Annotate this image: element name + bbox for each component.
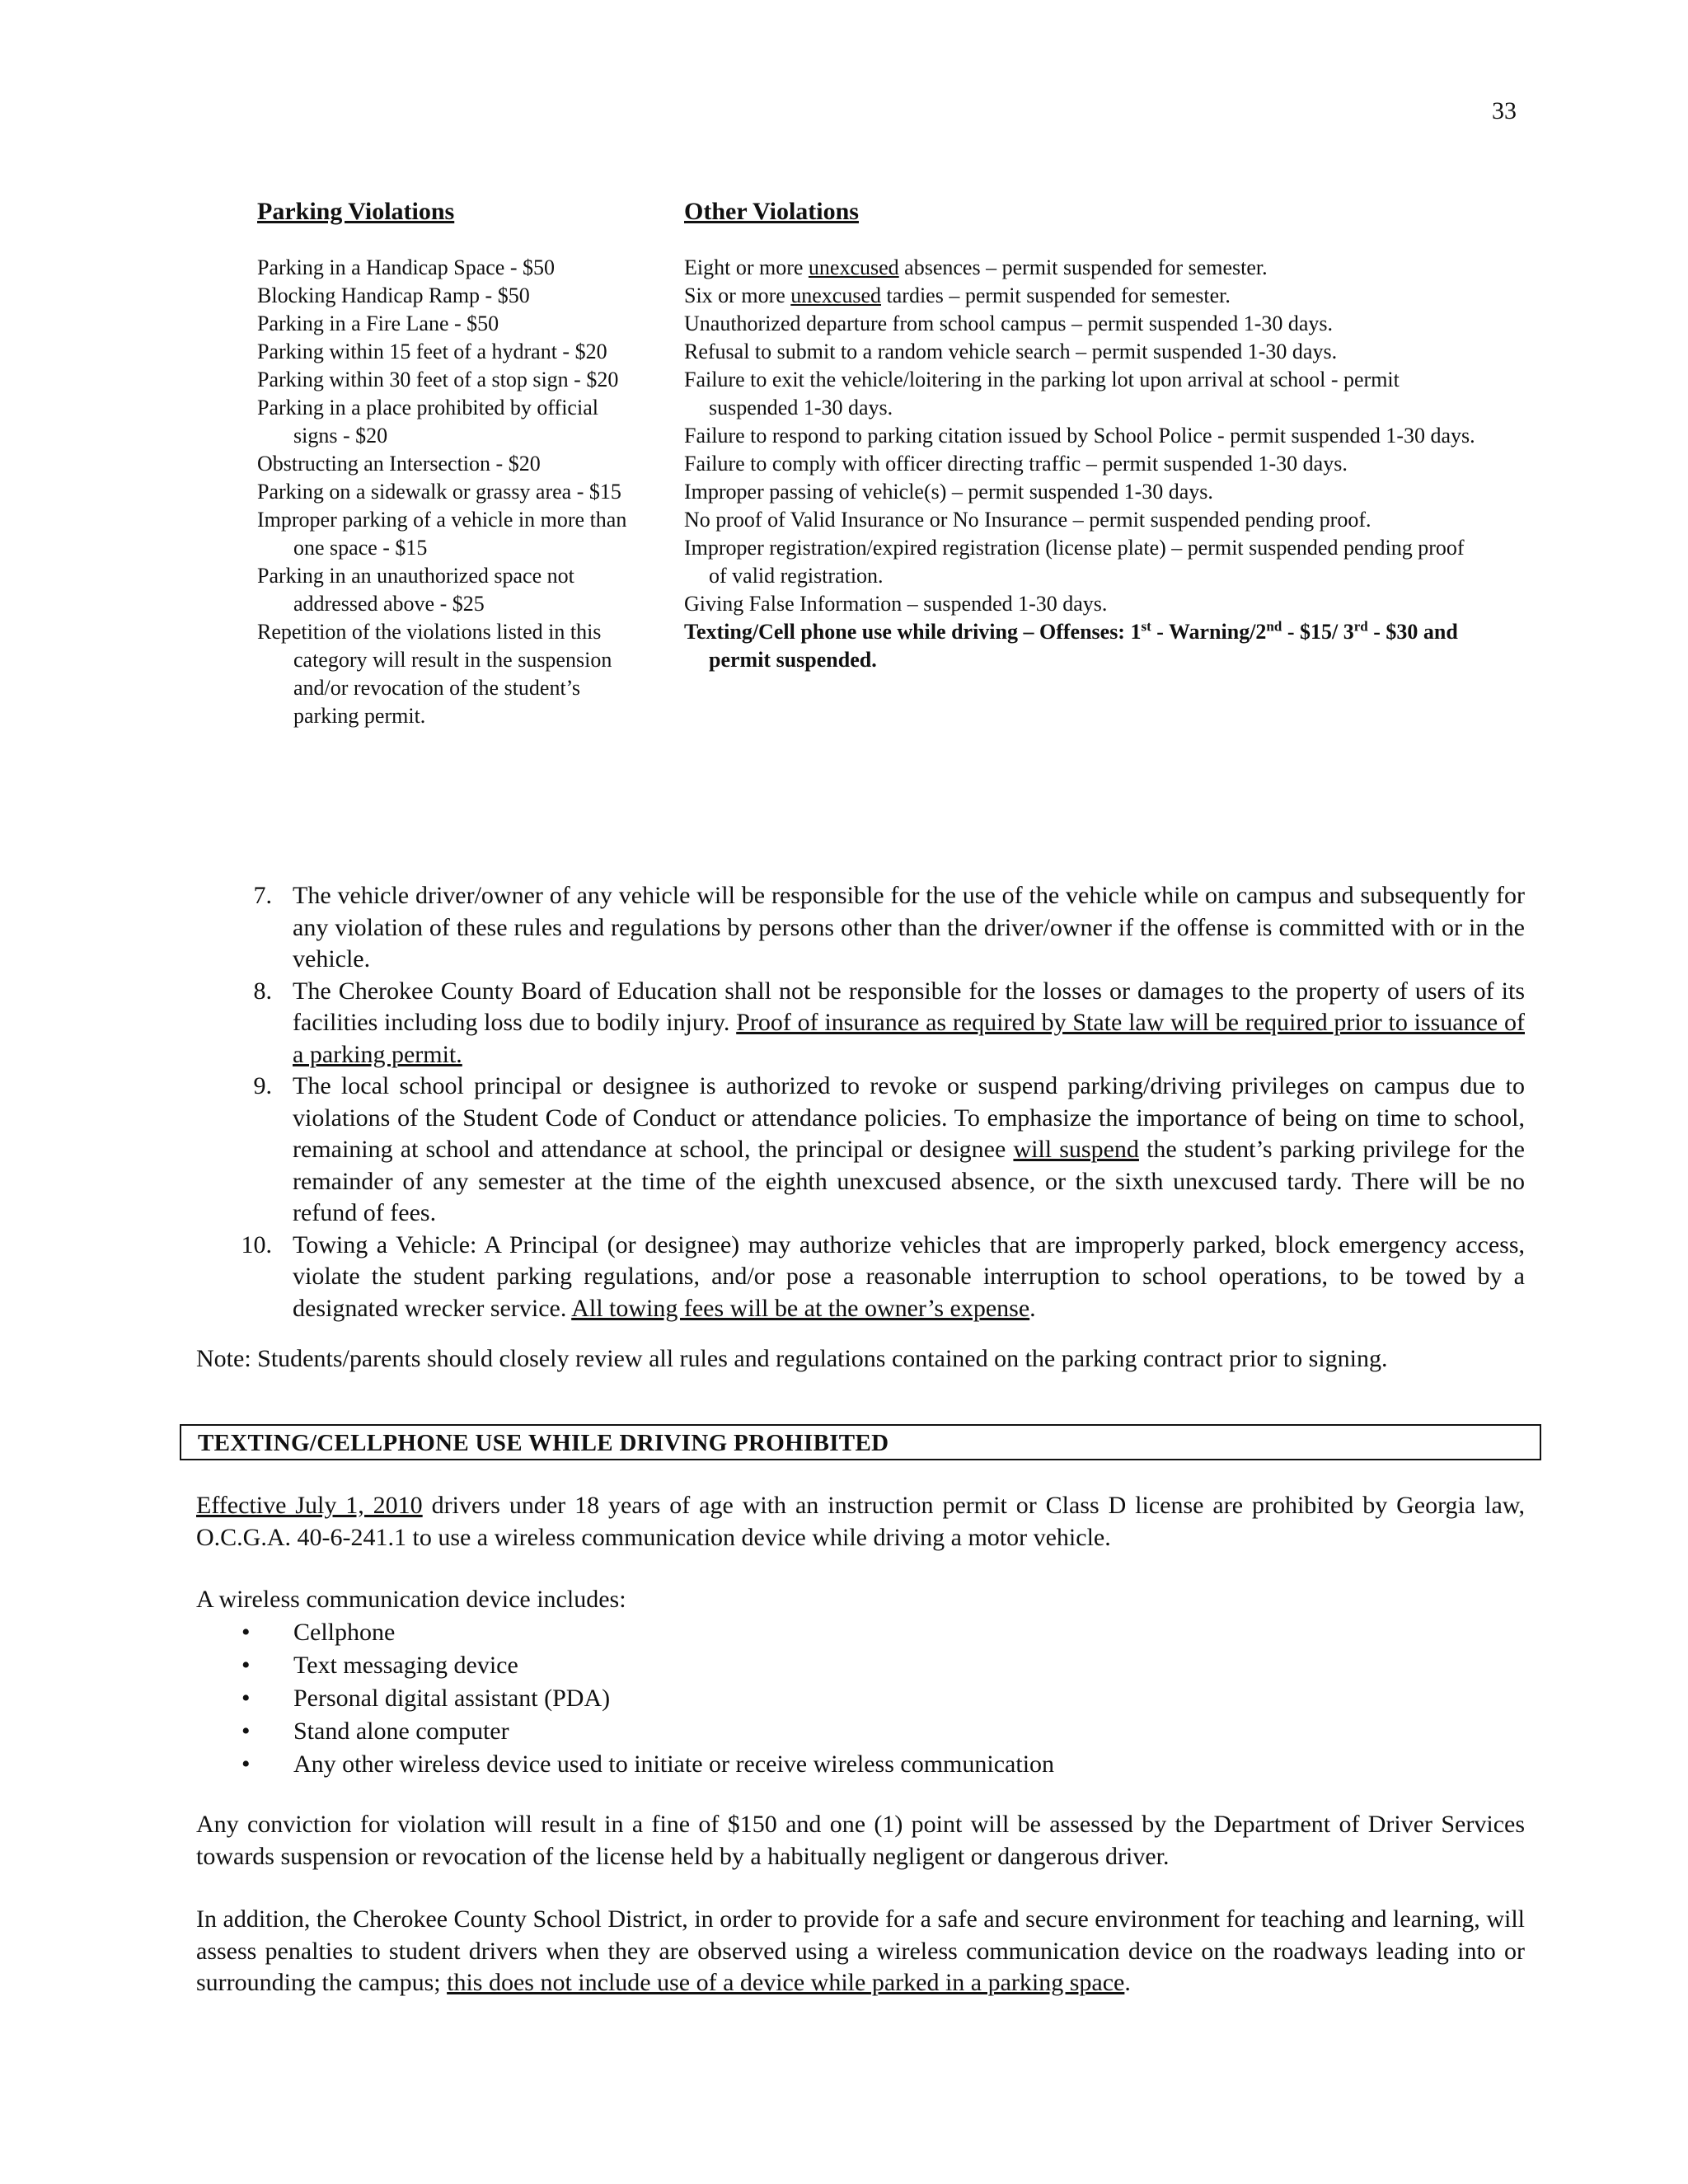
devices-list [196,1616,1350,1781]
parking-violations-list [257,254,645,730]
list-item: • Any other wireless device used to initiate or receive wireless communication [196,1748,1350,1781]
list-item: Giving False Information – suspended 1-30 days. [684,592,1108,616]
parking-violations-heading: Parking Violations [257,198,455,225]
page-number: 33 [1492,97,1517,124]
list-item: Unauthorized departure from school campus – permit suspended 1-30 days. [684,312,1334,335]
list-item: Eight or more unexcused absences – permit suspended for semester. [684,255,1268,279]
list-item: Parking in a Fire Lane - $50 [257,312,499,335]
other-violations-heading: Other Violations [684,198,859,225]
list-item: Improper passing of vehicle(s) – permit suspended 1-30 days. [684,480,1213,504]
list-item: • Text messaging device [196,1649,1350,1682]
bullet-icon: • [241,1652,251,1679]
conviction-paragraph: Any conviction for violation will result in a fine of $150 and one (1) point will be assessed by the Department of Driver Services towards suspension or revocation of the license held by a habitually negligent or dangerous driver. [196,1811,1525,1870]
list-item: Repetition of the violations listed in this category will result in the suspension and/or revocation of the student’s parking permit. [257,620,612,728]
list-item: Failure to exit the vehicle/loitering in the parking lot upon arrival at school - permit suspended 1-30 days. [684,368,1400,419]
rule-underlined-text: All towing fees will be at the owner’s expense [571,1294,1030,1322]
parking-violations-column [257,198,645,730]
texting-offenses-item: Texting/Cell phone use while driving – Offenses: 1st - Warning/2nd - $15/ 3rd - $30 and permit suspended. [684,618,1458,672]
bullet-icon: • [241,1685,251,1712]
bullet-icon: • [241,1619,251,1646]
rule-number: 7. [253,882,272,909]
rule-text: The local school principal or designee is authorized to revoke or suspend parking/driving privileges on campus due to violations of the Student Code of Conduct or attendance policies. To emphasize the importance of being on time to school, remaining at school and attendance at school, the principal or designee [293,1072,1525,1163]
list-item: Improper parking of a vehicle in more than one space - $15 [257,508,627,560]
list-item: Obstructing an Intersection - $20 [257,452,541,476]
list-item: Refusal to submit to a random vehicle search – permit suspended 1-30 days. [684,340,1338,363]
list-item: Parking in an unauthorized space not addressed above - $25 [257,564,574,616]
list-item: • Personal digital assistant (PDA) [196,1682,1350,1715]
note-text: Note: Students/parents should closely review all rules and regulations contained on the parking contract prior to signing. [196,1345,1388,1372]
rule-item-9 [229,1071,1525,1230]
devices-intro: A wireless communication device includes: [196,1586,626,1613]
section-title: TEXTING/CELLPHONE USE WHILE DRIVING PROHIBITED [198,1430,889,1456]
list-item: Parking within 30 feet of a stop sign - $20 [257,368,619,391]
rule-underlined-text: Proof of insurance as required by State law will be required prior to issuance of a parking permit. [293,1009,1525,1068]
rule-text: The Cherokee County Board of Education shall not be responsible for the losses or damages to the property of users of its facilities including loss due to bodily injury. [293,977,1525,1036]
rule-underlined-text: will suspend [1013,1136,1139,1163]
rule-text: Towing a Vehicle: A Principal (or designee) may authorize vehicles that are improperly parked, block emergency access, violate the student parking regulations, and/or pose a reasonable interruption to school operations, to be towed by a designated wrecker service. [293,1230,1525,1322]
section-header-box [180,1424,1541,1460]
list-item: Parking within 15 feet of a hydrant - $20 [257,340,607,363]
rule-item-8 [229,976,1525,1071]
rule-number: 10. [241,1230,272,1258]
list-item: Blocking Handicap Ramp - $50 [257,284,530,307]
bullet-icon: • [241,1718,251,1745]
rule-item-7 [229,880,1525,976]
list-item: Parking in a Handicap Space - $50 [257,255,556,279]
rule-text: the student’s parking privilege for the remainder of any semester at the time of the eighth unexcused absence, or the sixth unexcused tardy. There will be no refund of fees. [293,1136,1525,1226]
list-item: Parking in a place prohibited by official signs - $20 [257,396,598,448]
list-item: Failure to comply with officer directing traffic – permit suspended 1-30 days. [684,452,1348,476]
parking-rules-list [229,880,1525,1324]
rule-text: The vehicle driver/owner of any vehicle will be responsible for the use of the vehicle while on campus and subsequently for any violation of these rules and regulations by persons other than the driver/owner if the offense is committed with or in the vehicle. [293,882,1525,972]
rule-number: 9. [253,1072,272,1099]
effective-date-paragraph: Effective July 1, 2010 drivers under 18 years of age with an instruction permit or Class D license are prohibited by Georgia law, O.C.G.A. 40-6-241.1 to use a wireless communication device while driving a motor vehicle. [196,1492,1525,1551]
list-item: No proof of Valid Insurance or No Insurance – permit suspended pending proof. [684,508,1372,532]
other-violations-list [684,254,1475,674]
list-item: Six or more unexcused tardies – permit suspended for semester. [684,284,1231,307]
list-item: Improper registration/expired registration (license plate) – permit suspended pending proof of valid registration. [684,536,1465,588]
bullet-icon: • [241,1750,251,1778]
list-item: Failure to respond to parking citation issued by School Police - permit suspended 1-30 days. [684,424,1475,448]
list-item: • Cellphone [196,1616,1350,1649]
district-penalties-paragraph: In addition, the Cherokee County School District, in order to provide for a safe and secure environment for teaching and learning, will assess penalties to student drivers when they are observed using a wireless communication device on the roadways leading into or surrounding the campus; this does not include use of a device while parked in a parking space. [196,1905,1525,1996]
list-item: • Stand alone computer [196,1715,1350,1748]
other-violations-column [684,198,1475,674]
rule-number: 8. [253,977,272,1005]
list-item: Parking on a sidewalk or grassy area - $15 [257,480,621,504]
rule-item-10: 10. Towing a Vehicle: A Principal (or designee) may authorize vehicles that are improperly parked, block emergency access, violate the student parking regulations, and/or pose a reasonable interruption to school operations, to be towed by a designated wrecker service. All towing fees will be at the owner’s expense. [229,1230,1525,1325]
